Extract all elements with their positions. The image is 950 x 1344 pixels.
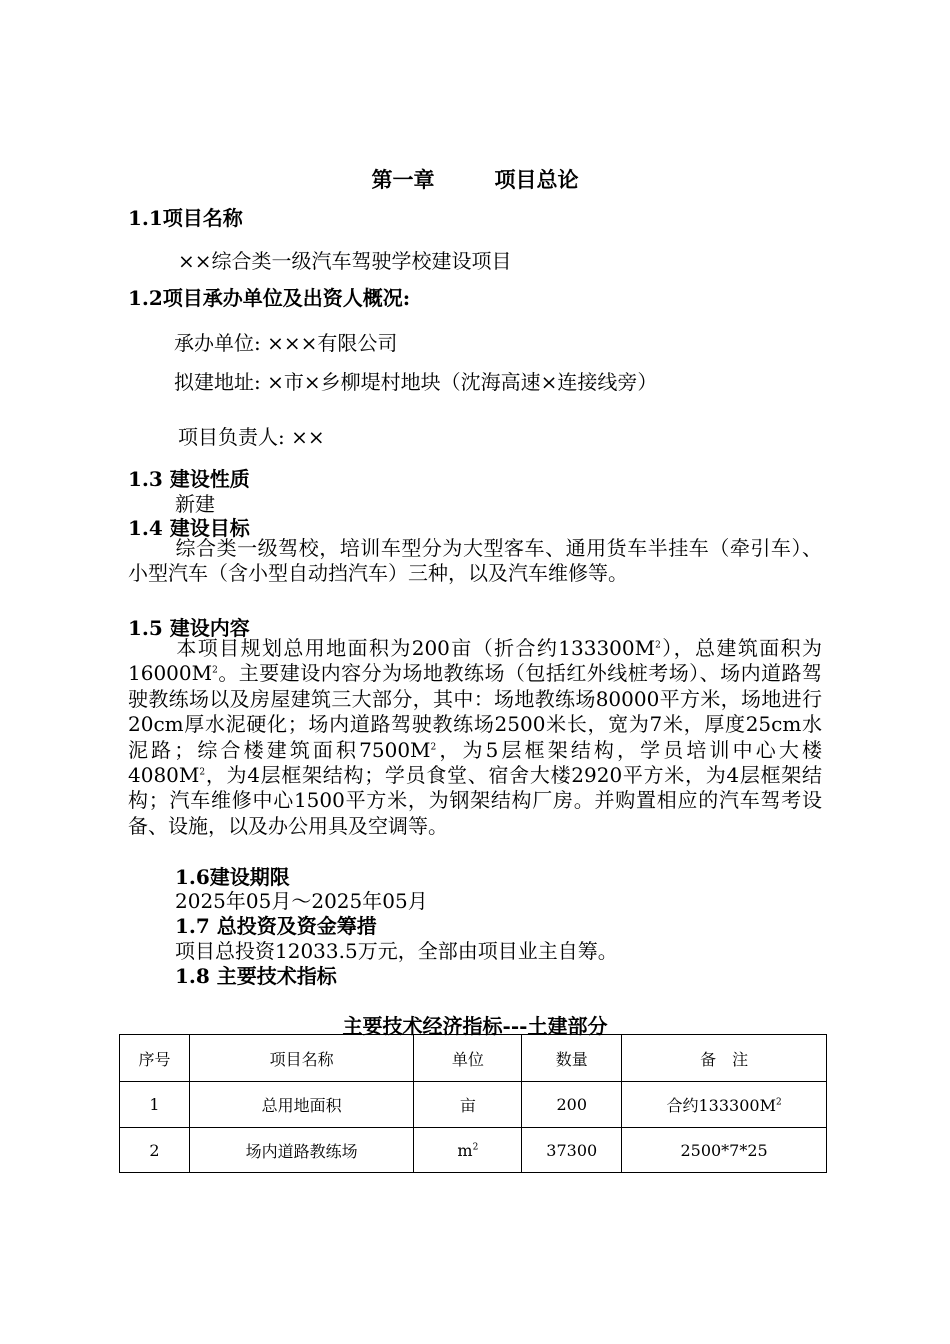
cell-note-sup: 2 <box>775 1097 782 1108</box>
table-title: 主要技术经济指标---土建部分 <box>342 1014 608 1038</box>
construction-period: 2025年05月～2025年05月 <box>175 889 428 913</box>
content-part-5: ，为4层框架结构；学员食堂、宿舍大楼2920平方米，为4层框架结构；汽车维修中心1500平方米，为钢架结构厂房。并购置相应的汽车驾考设备、设施，以及办公用具及空调等。 <box>128 763 822 838</box>
header-no: 序号 <box>120 1035 190 1082</box>
site-address: 拟建地址: ×市×乡柳堤村地块（沈海高速×连接线旁） <box>174 370 658 394</box>
project-leader: 项目负责人: ×× <box>178 425 325 449</box>
section-1-3-heading: 1.3 建设性质 <box>128 467 250 491</box>
cell-unit-sup: 2 <box>472 1142 479 1153</box>
cell-name: 总用地面积 <box>189 1082 414 1128</box>
cell-note <box>622 1128 827 1173</box>
cell-note-text: 2500*7*25 <box>680 1140 768 1160</box>
header-qty: 数量 <box>522 1035 622 1082</box>
chapter-name: 项目总论 <box>494 167 579 192</box>
sup-4: 2 <box>199 767 206 778</box>
content-part-2: ），总建筑面积为16000M <box>128 636 823 686</box>
section-1-4-heading: 1.4 建设目标 <box>128 516 250 540</box>
chapter-title <box>0 164 950 194</box>
cell-unit-text: 亩 <box>459 1096 476 1115</box>
construction-content <box>128 636 822 839</box>
section-1-2-heading: 1.2项目承办单位及出资人概况: <box>128 286 411 310</box>
section-1-1-heading: 1.1项目名称 <box>128 206 243 230</box>
table-header-row <box>120 1035 827 1082</box>
cell-no: 2 <box>120 1128 190 1173</box>
sup-1: 2 <box>655 640 661 651</box>
cell-unit <box>414 1128 522 1173</box>
table-row <box>120 1082 827 1128</box>
cell-unit-text: m <box>457 1140 473 1160</box>
content-part-3: 。主要建设内容分为场地教练场（包括红外线桩考场）、场内道路驾驶教练场以及房屋建筑三大部分，其中：场地教练场80000平方米，场地进行20cm厚水泥硬化；场内道路驾驶教练场2500米长，宽为7米，厚度25cm水泥路；综合楼建筑面积7500M <box>128 661 822 762</box>
sup-2: 2 <box>212 665 218 676</box>
cell-note-text: 合约133300M <box>666 1096 776 1115</box>
construction-nature: 新建 <box>175 492 215 516</box>
construction-goal <box>128 536 822 587</box>
host-unit: 承办单位: ×××有限公司 <box>174 331 398 355</box>
indicator-table <box>119 1034 827 1173</box>
cell-unit <box>414 1082 522 1128</box>
section-1-5-heading: 1.5 建设内容 <box>128 616 250 640</box>
cell-qty: 200 <box>522 1082 622 1128</box>
section-1-6-heading: 1.6建设期限 <box>175 865 290 889</box>
table-row <box>120 1128 827 1173</box>
cell-name: 场内道路教练场 <box>189 1128 414 1173</box>
construction-goal-text: 综合类一级驾校，培训车型分为大型客车、通用货车半挂车（牵引车）、小型汽车（含小型自动挡汽车）三种，以及汽车维修等。 <box>128 536 822 586</box>
section-1-8-heading: 1.8 主要技术指标 <box>175 964 337 988</box>
cell-note <box>622 1082 827 1128</box>
cell-qty: 37300 <box>522 1128 622 1173</box>
header-note: 备 注 <box>622 1035 827 1082</box>
header-name: 项目名称 <box>189 1035 414 1082</box>
sup-3: 2 <box>430 741 437 752</box>
cell-no: 1 <box>120 1082 190 1128</box>
header-unit: 单位 <box>414 1035 522 1082</box>
chapter-number: 第一章 <box>371 167 435 192</box>
content-part-4: ，为5层框架结构，学员培训中心大楼4080M <box>128 737 822 788</box>
content-part-1: 本项目规划总用地面积为200亩（折合约133300M <box>175 636 656 660</box>
section-1-7-heading: 1.7 总投资及资金筹措 <box>175 914 377 938</box>
project-name: ××综合类一级汽车驾驶学校建设项目 <box>178 249 512 273</box>
investment: 项目总投资12033.5万元，全部由项目业主自筹。 <box>175 939 618 963</box>
